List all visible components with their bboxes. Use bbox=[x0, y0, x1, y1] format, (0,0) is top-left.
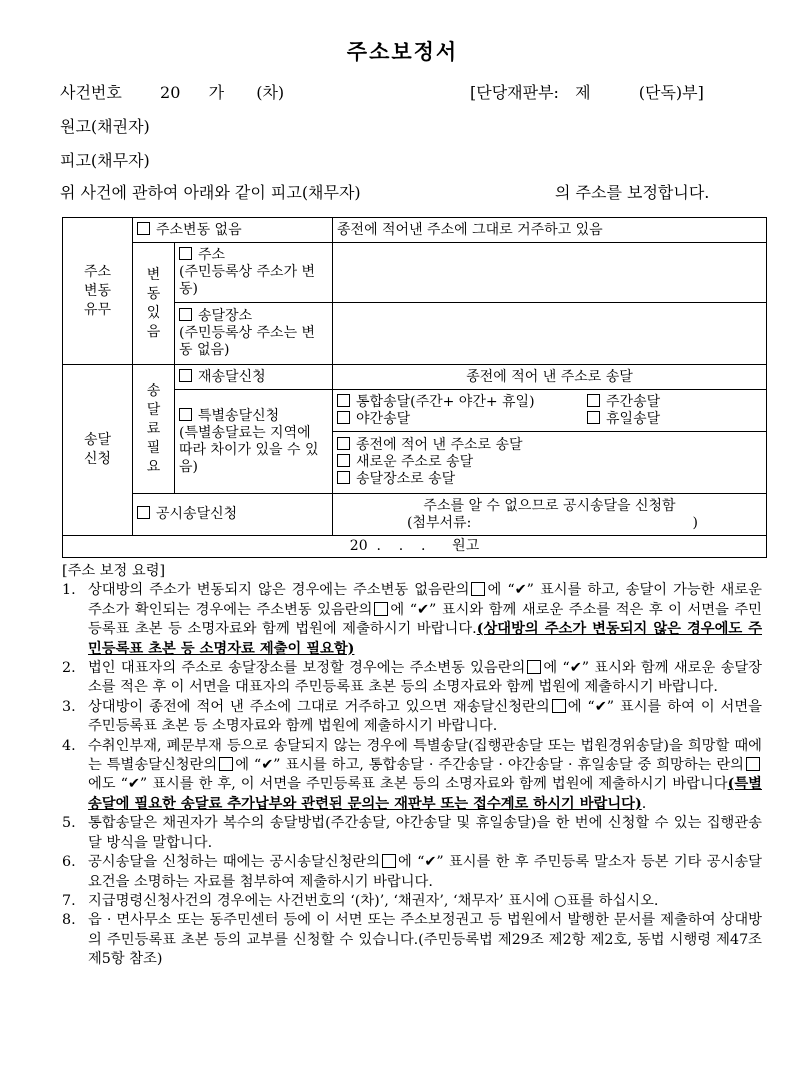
new-address-field[interactable] bbox=[333, 243, 767, 303]
redelivery-option[interactable]: 재송달신청 bbox=[175, 365, 333, 390]
place-delivery-checkbox[interactable] bbox=[337, 471, 350, 484]
day-delivery-checkbox[interactable] bbox=[587, 394, 600, 407]
defendant-label: 피고(채무자) bbox=[60, 151, 150, 170]
instruction-item: 5. 통합송달은 채권자가 복수의 송달방법(주간송달, 야간송달 및 휴일송달)을 한 번에 신청할 수 있는 집행관송달 방식을 말합니다. bbox=[62, 815, 762, 851]
special-delivery-option[interactable]: 특별송달신청 (특별송달료는 지역에 따라 차이가 있을 수 있음) bbox=[175, 390, 333, 494]
checkbox-glyph bbox=[527, 660, 541, 674]
no-change-description: 종전에 적어낸 주소에 그대로 거주하고 있음 bbox=[333, 218, 767, 243]
prev-address-checkbox[interactable] bbox=[337, 437, 350, 450]
case-type: 가 bbox=[208, 83, 225, 102]
no-change-option[interactable]: 주소변동 없음 bbox=[133, 218, 333, 243]
special-delivery-address-options bbox=[333, 432, 767, 494]
case-number-label: 사건번호 bbox=[60, 83, 122, 102]
no-change-checkbox[interactable] bbox=[137, 222, 150, 235]
address-correction-table bbox=[62, 217, 767, 558]
address-checkbox[interactable] bbox=[179, 247, 192, 260]
address-change-group-label: 주소 변동 유무 bbox=[63, 218, 133, 365]
instruction-item: 7. 지급명령신청사건의 경우에는 사건번호의 ‘(차)’, ‘채권자’, ‘채무자’ 표시에 ○표를 하십시오. bbox=[62, 892, 659, 909]
checkbox-glyph bbox=[219, 757, 233, 771]
address-option[interactable]: 주소 (주민등록상 주소가 변동) bbox=[175, 243, 333, 303]
fee-required-label: 송 달 료 필 요 bbox=[133, 365, 175, 494]
correction-instructions bbox=[62, 562, 762, 970]
special-delivery-checkbox[interactable] bbox=[179, 408, 192, 421]
checkbox-glyph bbox=[746, 757, 760, 771]
instructions-title: [주소 보정 요령] bbox=[62, 563, 166, 579]
instruction-item: 3. 상대방이 종전에 적어 낸 주소에 그대로 거주하고 있으면 재송달신청란의 에 “✔” 표시를 하여 이 서면을 주민등록표 초본 등 소명자료와 함께 법원에 제출하시기 바랍니다. bbox=[62, 698, 762, 735]
checkbox-glyph bbox=[552, 699, 566, 713]
public-notice-option[interactable]: 공시송달신청 bbox=[133, 494, 333, 536]
day-delivery-option[interactable]: 주간송달 bbox=[587, 394, 660, 411]
case-number-line bbox=[60, 80, 284, 103]
combined-delivery-checkbox[interactable] bbox=[337, 394, 350, 407]
special-delivery-time-options bbox=[333, 390, 767, 432]
document-title: 주소보정서 bbox=[346, 39, 459, 64]
delivery-place-checkbox[interactable] bbox=[179, 308, 192, 321]
date-plaintiff-line: 20 . . . 원고 bbox=[63, 536, 767, 558]
instruction-item: 2. 법인 대표자의 주소로 송달장소를 보정할 경우에는 주소변동 있음란의 에 “✔” 표시와 함께 새로운 송달장소를 적은 후 이 서면을 대표자의 주민등록표 초본 등의 소명자료와 함께 법원에 제출하시기 바랍니다. bbox=[62, 660, 762, 696]
redelivery-description: 종전에 적어 낸 주소로 송달 bbox=[333, 365, 767, 390]
checkbox-glyph bbox=[374, 602, 388, 616]
night-delivery-option[interactable]: 야간송달 bbox=[337, 411, 587, 428]
instruction-item: 6. 공시송달을 신청하는 때에는 공시송달신청란의 에 “✔” 표시를 한 후 주민등록 말소자 등본 기타 공시송달요건을 소명하는 자료를 첨부하여 제출하시기 바랍니다. bbox=[62, 854, 762, 890]
plaintiff-label: 원고(채권자) bbox=[60, 117, 150, 136]
delivery-place-field[interactable] bbox=[333, 303, 767, 365]
night-delivery-checkbox[interactable] bbox=[337, 411, 350, 424]
attachment-label: (첨부서류: bbox=[407, 514, 472, 531]
holiday-delivery-checkbox[interactable] bbox=[587, 411, 600, 424]
has-change-group-label: 변 동 있 음 bbox=[133, 243, 175, 365]
instruction-item: 4. 수취인부재, 폐문부재 등으로 송달되지 않는 경우에 특별송달(집행관송달 또는 법원경위송달)을 희망할 때에는 특별송달신청란의 에 “✔” 표시를 하고, 통합송달 · 주간송달 · 야간송달 · 휴일송달 중 희망하는 란의에도 “✔” 표시를 한 후, 이 서면을 주민등록표 초본 등의 소명자료와 함께 법원에 제출하시기 바랍니다(특별송달에 필요한 송달료 추가납부와 관련된 문의는 재판부 또는 접수계로 하시기 바랍니다). bbox=[62, 737, 762, 812]
prev-address-option[interactable]: 종전에 적어 낸 주소로 송달 bbox=[337, 437, 762, 454]
instruction-item: 8. 읍 · 면사무소 또는 동주민센터 등에 이 서면 또는 주소보정권고 등 법원에서 발행한 문서를 제출하여 상대방의 주민등록표 초본 등의 교부를 신청할 수 있습니다.(주민등록법 제29조 제2항 제2호, 동법 시행령 제47조 제5항 참조) bbox=[62, 912, 762, 968]
checkbox-glyph bbox=[471, 582, 485, 596]
public-notice-description: 주소를 알 수 없으므로 공시송달을 신청함 (첨부서류: ) bbox=[333, 494, 767, 536]
combined-delivery-option[interactable]: 통합송달(주간+ 야간+ 휴일) bbox=[337, 394, 587, 411]
delivery-place-option[interactable]: 송달장소 (주민등록상 주소는 변동 없음) bbox=[175, 303, 333, 365]
case-cha: (차) bbox=[256, 83, 285, 102]
case-year: 20 bbox=[160, 83, 181, 102]
public-notice-checkbox[interactable] bbox=[137, 506, 150, 519]
instruction-item: 1. 상대방의 주소가 변동되지 않은 경우에는 주소변동 없음란의 에 “✔” 표시를 하고, 송달이 가능한 새로운 주소가 확인되는 경우에는 주소변동 있음란의 에 “✔” 표시와 함께 새로운 주소를 적은 후 이 서면을 주민등록표 초본 등 소명자료와 함께 법원에 제출하시기 바랍니다.(상대방의 주소가 변동되지 않은 경우에도 주민등록표 초본 등 소명자료 제출이 필요함) bbox=[62, 582, 762, 657]
new-address-checkbox[interactable] bbox=[337, 454, 350, 467]
checkbox-glyph bbox=[382, 854, 396, 868]
redelivery-checkbox[interactable] bbox=[179, 369, 192, 382]
court-division bbox=[470, 80, 704, 103]
statement-right: 의 주소를 보정합니다. bbox=[555, 183, 710, 202]
place-delivery-option[interactable]: 송달장소로 송달 bbox=[337, 471, 762, 488]
court-label: [단당재판부: bbox=[470, 83, 559, 102]
delivery-group-label: 송달 신청 bbox=[63, 365, 133, 536]
court-je: 제 bbox=[575, 83, 591, 102]
holiday-delivery-option[interactable]: 휴일송달 bbox=[587, 411, 660, 428]
statement-left: 위 사건에 관하여 아래와 같이 피고(채무자) bbox=[60, 183, 361, 202]
court-suffix: (단독)부] bbox=[638, 83, 704, 102]
new-address-option[interactable]: 새로운 주소로 송달 bbox=[337, 454, 762, 471]
